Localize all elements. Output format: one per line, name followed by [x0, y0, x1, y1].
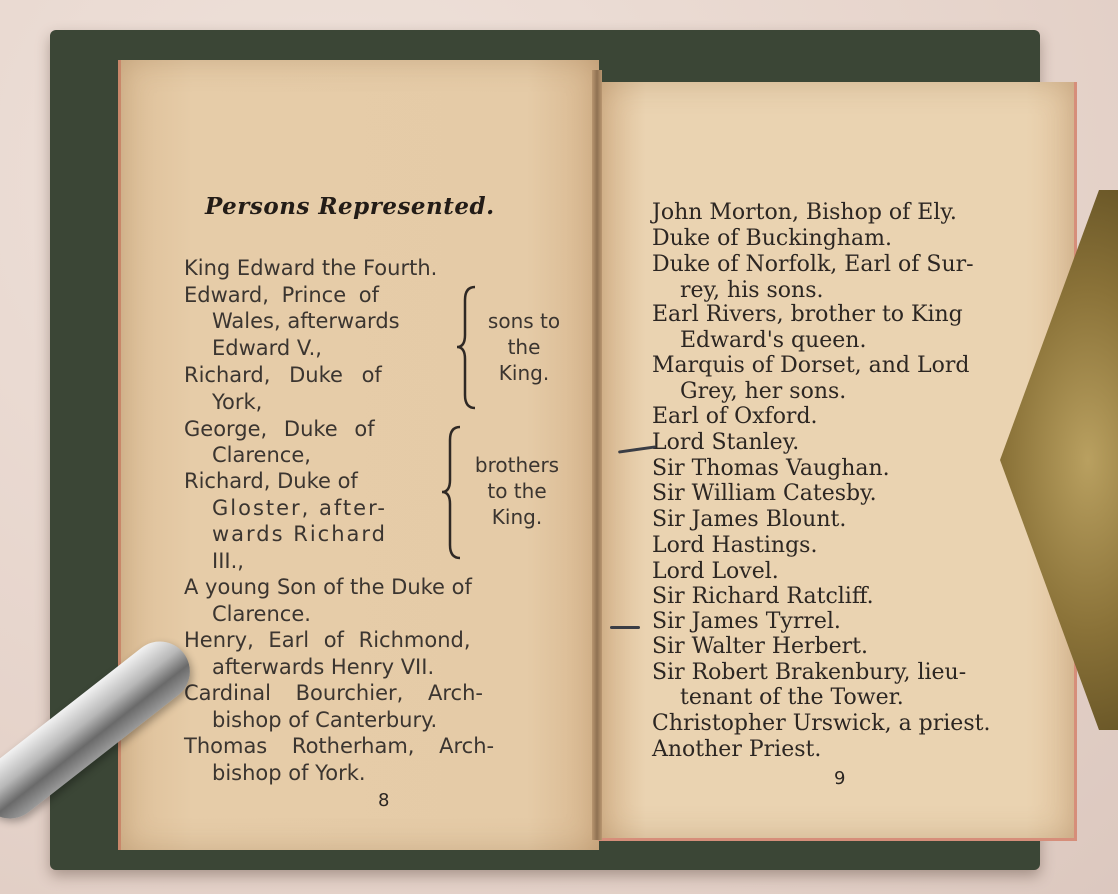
brace-note-line: King.	[491, 505, 543, 529]
cast-line: George, Duke of	[184, 417, 375, 441]
cast-line: Gloster, after-	[212, 496, 387, 520]
brace-note-brothers	[462, 452, 572, 530]
pencil-mark	[610, 626, 640, 629]
cast-line: Sir Thomas Vaughan.	[652, 456, 890, 481]
cast-line: Clarence,	[212, 443, 311, 467]
brace-note-line: sons to	[487, 309, 561, 333]
cast-line: rey, his sons.	[680, 278, 824, 303]
cast-line: A young Son of the Duke of	[184, 575, 472, 599]
cast-line: Cardinal Bourchier, Arch-	[184, 681, 483, 705]
cast-line: Lord Stanley.	[652, 430, 800, 455]
cast-line: King Edward the Fourth.	[184, 256, 438, 280]
cast-line: Sir James Tyrrel.	[652, 609, 841, 634]
cast-line: York,	[212, 390, 263, 414]
page-number-left: 8	[378, 790, 390, 811]
cast-line: Edward's queen.	[680, 328, 867, 353]
cast-line: bishop of Canterbury.	[212, 708, 438, 732]
cast-line: Henry, Earl of Richmond,	[184, 628, 471, 652]
cast-line: Richard, Duke of	[184, 363, 382, 387]
cast-line: Sir William Catesby.	[652, 481, 877, 506]
cast-line: Sir Robert Brakenbury, lieu-	[652, 660, 967, 685]
cast-line: Sir Richard Ratcliff.	[652, 584, 874, 609]
cast-line: Clarence.	[212, 602, 311, 626]
cast-line: John Morton, Bishop of Ely.	[652, 200, 957, 225]
brace-note-line: the	[507, 335, 541, 359]
brace-note-line: King.	[498, 361, 550, 385]
cast-line: Duke of Buckingham.	[652, 226, 892, 251]
page-number-right: 9	[834, 768, 846, 789]
cast-line: Duke of Norfolk, Earl of Sur-	[652, 252, 974, 277]
cast-line: Earl of Oxford.	[652, 404, 818, 429]
cast-line: wards Richard	[212, 522, 387, 546]
cast-line: Marquis of Dorset, and Lord	[652, 353, 970, 378]
cast-line: Another Priest.	[652, 737, 822, 762]
cast-line: Lord Hastings.	[652, 533, 818, 558]
cast-line: Earl Rivers, brother to King	[652, 302, 963, 327]
cast-line: bishop of York.	[212, 761, 366, 785]
book-gutter	[592, 70, 602, 840]
cast-line: III.,	[212, 549, 244, 573]
cast-line: Christopher Urswick, a priest.	[652, 711, 991, 736]
brace-note-sons	[480, 308, 568, 386]
cast-line: Grey, her sons.	[680, 379, 847, 404]
cast-line: tenant of the Tower.	[680, 685, 904, 710]
cast-line: Thomas Rotherham, Arch-	[184, 734, 495, 758]
cast-line: Sir Walter Herbert.	[652, 634, 869, 659]
cast-line: Edward, Prince of	[184, 283, 380, 307]
cast-line: Wales, afterwards	[212, 309, 400, 333]
brace-note-line: to the	[487, 479, 547, 503]
page-heading: Persons Represented.	[205, 193, 495, 220]
cast-line: Edward V.,	[212, 336, 322, 360]
cast-line: Lord Lovel.	[652, 559, 779, 584]
cast-line: afterwards Henry VII.	[212, 655, 435, 679]
brace-note-line: brothers	[474, 453, 560, 477]
cast-line: Richard, Duke of	[184, 469, 358, 493]
cast-line: Sir James Blount.	[652, 507, 847, 532]
